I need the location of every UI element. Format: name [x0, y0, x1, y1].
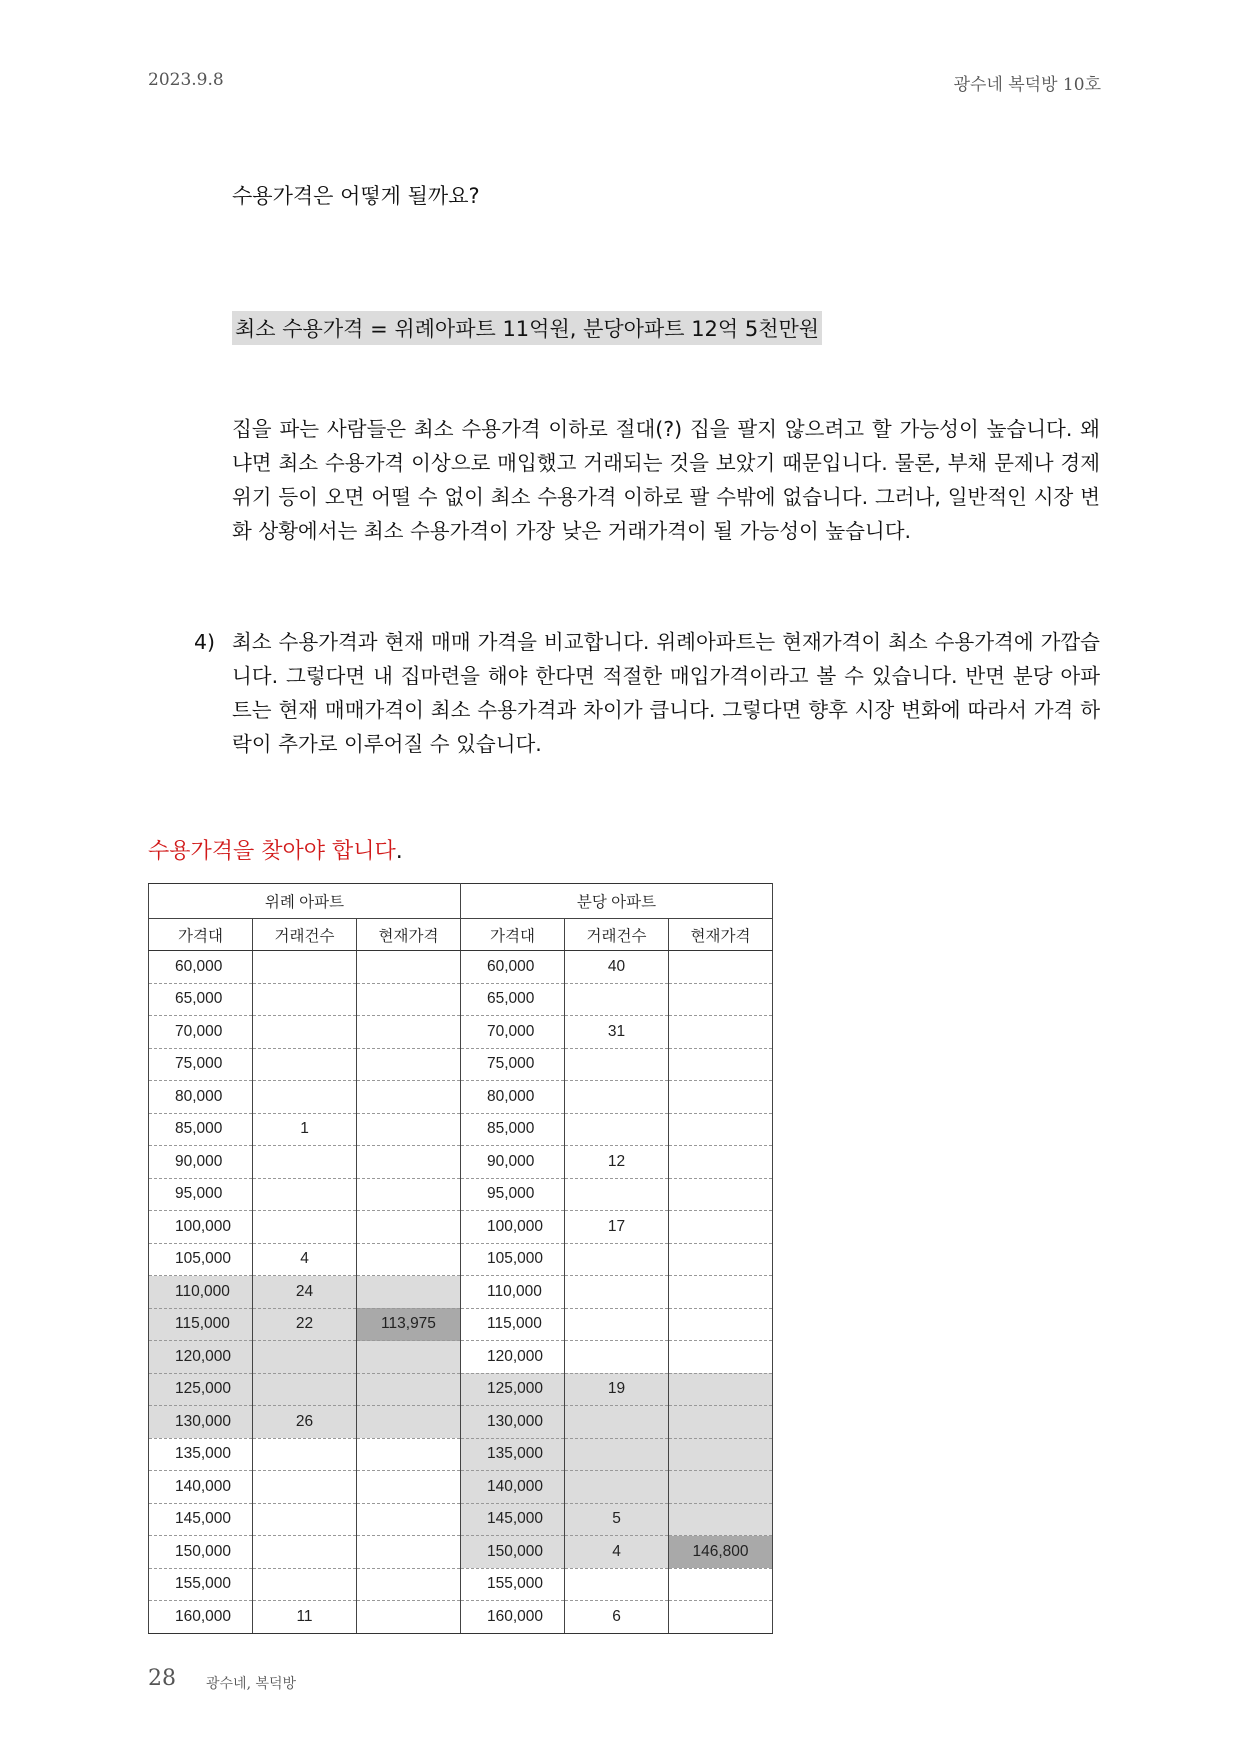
wirye-current-price-cell [357, 1601, 461, 1634]
bundang-price-range-cell: 85,000 [461, 1113, 565, 1146]
wirye-price-range-cell: 60,000 [149, 951, 253, 984]
bundang-trade-count-cell [565, 1438, 669, 1471]
bundang-current-price-cell [669, 1373, 773, 1406]
bundang-trade-count-cell [565, 1048, 669, 1081]
wirye-current-price-cell [357, 983, 461, 1016]
bundang-current-price-cell [669, 951, 773, 984]
wirye-price-range-cell: 125,000 [149, 1373, 253, 1406]
price-range-table [148, 883, 773, 1634]
bundang-current-price-cell [669, 1503, 773, 1536]
bundang-trade-count-cell: 31 [565, 1016, 669, 1049]
bundang-trade-count-cell: 6 [565, 1601, 669, 1634]
wirye-current-price-cell [357, 1406, 461, 1439]
bundang-price-range-cell: 65,000 [461, 983, 565, 1016]
bundang-price-range-cell: 125,000 [461, 1373, 565, 1406]
wirye-trade-count-cell [253, 1438, 357, 1471]
bundang-current-price-cell [669, 1276, 773, 1309]
wirye-price-range-cell: 150,000 [149, 1536, 253, 1569]
column-header: 가격대 [149, 919, 253, 951]
wirye-trade-count-cell [253, 951, 357, 984]
table-row [149, 1146, 773, 1179]
wirye-trade-count-cell [253, 1568, 357, 1601]
table-row [149, 1178, 773, 1211]
bundang-price-range-cell: 115,000 [461, 1308, 565, 1341]
wirye-trade-count-cell [253, 1211, 357, 1244]
wirye-trade-count-cell [253, 1081, 357, 1114]
bundang-current-price-cell [669, 1341, 773, 1374]
bundang-price-range-cell: 75,000 [461, 1048, 565, 1081]
group-header-wirye: 위례 아파트 [149, 884, 461, 919]
bundang-trade-count-cell: 5 [565, 1503, 669, 1536]
bundang-current-price-cell [669, 1308, 773, 1341]
wirye-trade-count-cell: 1 [253, 1113, 357, 1146]
wirye-trade-count-cell [253, 1341, 357, 1374]
wirye-current-price-cell [357, 1503, 461, 1536]
bundang-price-range-cell: 100,000 [461, 1211, 565, 1244]
wirye-price-range-cell: 70,000 [149, 1016, 253, 1049]
bundang-trade-count-cell [565, 1276, 669, 1309]
wirye-price-range-cell: 140,000 [149, 1471, 253, 1504]
wirye-current-price-cell [357, 1568, 461, 1601]
highlight-text: 최소 수용가격 = 위례아파트 11억원, 분당아파트 12억 5천만원 [232, 311, 822, 345]
table-row [149, 1471, 773, 1504]
bundang-price-range-cell: 60,000 [461, 951, 565, 984]
bundang-trade-count-cell: 4 [565, 1536, 669, 1569]
table-row [149, 1048, 773, 1081]
wirye-price-range-cell: 105,000 [149, 1243, 253, 1276]
table-row [149, 983, 773, 1016]
bundang-price-range-cell: 150,000 [461, 1536, 565, 1569]
bundang-current-price-cell [669, 1601, 773, 1634]
wirye-price-range-cell: 120,000 [149, 1341, 253, 1374]
bundang-current-price-cell: 146,800 [669, 1536, 773, 1569]
wirye-trade-count-cell [253, 1146, 357, 1179]
bundang-trade-count-cell [565, 1243, 669, 1276]
red-heading-tail: . [395, 839, 403, 864]
table-row [149, 1438, 773, 1471]
question-text: 수용가격은 어떻게 될까요? [232, 184, 480, 208]
table-row [149, 1308, 773, 1341]
bundang-trade-count-cell [565, 1113, 669, 1146]
footer-text: 광수네, 복덕방 [206, 1676, 297, 1692]
bundang-current-price-cell [669, 1081, 773, 1114]
bundang-price-range-cell: 90,000 [461, 1146, 565, 1179]
wirye-current-price-cell [357, 1178, 461, 1211]
table-body [149, 951, 773, 1634]
wirye-current-price-cell [357, 1243, 461, 1276]
bundang-current-price-cell [669, 1146, 773, 1179]
wirye-current-price-cell [357, 951, 461, 984]
wirye-current-price-cell [357, 1113, 461, 1146]
table-row [149, 1341, 773, 1374]
bundang-current-price-cell [669, 1471, 773, 1504]
bundang-price-range-cell: 135,000 [461, 1438, 565, 1471]
wirye-current-price-cell [357, 1438, 461, 1471]
table-row [149, 1373, 773, 1406]
bundang-trade-count-cell [565, 1471, 669, 1504]
bundang-price-range-cell: 140,000 [461, 1471, 565, 1504]
wirye-current-price-cell [357, 1211, 461, 1244]
bundang-current-price-cell [669, 1568, 773, 1601]
wirye-price-range-cell: 65,000 [149, 983, 253, 1016]
table-row [149, 1211, 773, 1244]
bundang-trade-count-cell [565, 983, 669, 1016]
wirye-current-price-cell [357, 1341, 461, 1374]
bundang-trade-count-cell [565, 1568, 669, 1601]
bundang-trade-count-cell: 17 [565, 1211, 669, 1244]
wirye-trade-count-cell [253, 1471, 357, 1504]
wirye-current-price-cell [357, 1146, 461, 1179]
wirye-price-range-cell: 160,000 [149, 1601, 253, 1634]
wirye-trade-count-cell: 24 [253, 1276, 357, 1309]
bundang-current-price-cell [669, 1048, 773, 1081]
bundang-current-price-cell [669, 983, 773, 1016]
wirye-price-range-cell: 80,000 [149, 1081, 253, 1114]
column-header: 거래건수 [253, 919, 357, 951]
bundang-price-range-cell: 155,000 [461, 1568, 565, 1601]
column-header: 가격대 [461, 919, 565, 951]
wirye-trade-count-cell [253, 1048, 357, 1081]
wirye-trade-count-cell [253, 1373, 357, 1406]
wirye-trade-count-cell: 26 [253, 1406, 357, 1439]
bundang-price-range-cell: 70,000 [461, 1016, 565, 1049]
bundang-price-range-cell: 120,000 [461, 1341, 565, 1374]
wirye-price-range-cell: 135,000 [149, 1438, 253, 1471]
bundang-current-price-cell [669, 1243, 773, 1276]
bundang-price-range-cell: 105,000 [461, 1243, 565, 1276]
wirye-current-price-cell [357, 1373, 461, 1406]
wirye-trade-count-cell [253, 1016, 357, 1049]
table-row [149, 951, 773, 984]
wirye-price-range-cell: 155,000 [149, 1568, 253, 1601]
bundang-price-range-cell: 130,000 [461, 1406, 565, 1439]
bundang-current-price-cell [669, 1211, 773, 1244]
wirye-price-range-cell: 100,000 [149, 1211, 253, 1244]
bundang-trade-count-cell [565, 1178, 669, 1211]
wirye-current-price-cell [357, 1048, 461, 1081]
table-row [149, 1113, 773, 1146]
bundang-current-price-cell [669, 1438, 773, 1471]
bundang-price-range-cell: 160,000 [461, 1601, 565, 1634]
wirye-price-range-cell: 115,000 [149, 1308, 253, 1341]
table-row [149, 1081, 773, 1114]
bundang-trade-count-cell [565, 1308, 669, 1341]
header-date: 2023.9.8 [148, 70, 224, 90]
wirye-current-price-cell [357, 1081, 461, 1114]
wirye-trade-count-cell [253, 983, 357, 1016]
bundang-trade-count-cell [565, 1406, 669, 1439]
wirye-current-price-cell [357, 1276, 461, 1309]
wirye-trade-count-cell: 4 [253, 1243, 357, 1276]
header-title: 광수네 복덕방 10호 [953, 75, 1101, 95]
table-row [149, 1536, 773, 1569]
bundang-price-range-cell: 110,000 [461, 1276, 565, 1309]
item-4-number: 4) [194, 630, 216, 654]
bundang-trade-count-cell: 19 [565, 1373, 669, 1406]
bundang-price-range-cell: 80,000 [461, 1081, 565, 1114]
table-row [149, 1243, 773, 1276]
wirye-trade-count-cell [253, 1503, 357, 1536]
bundang-current-price-cell [669, 1113, 773, 1146]
bundang-trade-count-cell [565, 1081, 669, 1114]
bundang-trade-count-cell: 40 [565, 951, 669, 984]
wirye-trade-count-cell [253, 1536, 357, 1569]
table-row [149, 1601, 773, 1634]
group-header-bundang: 분당 아파트 [461, 884, 773, 919]
table-row [149, 1406, 773, 1439]
column-header: 현재가격 [669, 919, 773, 951]
table-row [149, 1503, 773, 1536]
wirye-trade-count-cell: 11 [253, 1601, 357, 1634]
column-header: 거래건수 [565, 919, 669, 951]
red-heading-text: 수용가격을 찾아야 합니다 [148, 839, 396, 864]
bundang-price-range-cell: 145,000 [461, 1503, 565, 1536]
wirye-current-price-cell [357, 1016, 461, 1049]
wirye-price-range-cell: 130,000 [149, 1406, 253, 1439]
bundang-current-price-cell [669, 1178, 773, 1211]
bundang-trade-count-cell [565, 1341, 669, 1374]
bundang-trade-count-cell: 12 [565, 1146, 669, 1179]
item-4-text: 최소 수용가격과 현재 매매 가격을 비교합니다. 위례아파트는 현재가격이 최소 수용가격에 가깝습니다. 그렇다면 내 집마련을 해야 한다면 적절한 매입가격이라고 볼 수 있습니다. 반면 분당 아파트는 현재 매매가격이 최소 수용가격과 차이가 큽니다. 그렇다면 향후 시장 변화에 따라서 가격 하락이 추가로 이루어질 수 있습니다. [232, 630, 1100, 756]
table-row [149, 1016, 773, 1049]
wirye-price-range-cell: 95,000 [149, 1178, 253, 1211]
wirye-price-range-cell: 85,000 [149, 1113, 253, 1146]
wirye-current-price-cell: 113,975 [357, 1308, 461, 1341]
bundang-current-price-cell [669, 1016, 773, 1049]
page-number: 28 [148, 1666, 176, 1691]
wirye-trade-count-cell [253, 1178, 357, 1211]
bundang-price-range-cell: 95,000 [461, 1178, 565, 1211]
wirye-current-price-cell [357, 1536, 461, 1569]
wirye-price-range-cell: 110,000 [149, 1276, 253, 1309]
wirye-current-price-cell [357, 1471, 461, 1504]
table-row [149, 1568, 773, 1601]
wirye-price-range-cell: 145,000 [149, 1503, 253, 1536]
bundang-current-price-cell [669, 1406, 773, 1439]
wirye-price-range-cell: 75,000 [149, 1048, 253, 1081]
paragraph-1: 집을 파는 사람들은 최소 수용가격 이하로 절대(?) 집을 팔지 않으려고 할 가능성이 높습니다. 왜냐면 최소 수용가격 이상으로 매입했고 거래되는 것을 보았기 때문입니다. 물론, 부채 문제나 경제 위기 등이 오면 어떨 수 없이 최소 수용가격 이하로 팔 수밖에 없습니다. 그러나, 일반적인 시장 변화 상황에서는 최소 수용가격이 가장 낮은 거래가격이 될 가능성이 높습니다. [232, 417, 1100, 543]
table-row [149, 1276, 773, 1309]
wirye-trade-count-cell: 22 [253, 1308, 357, 1341]
red-heading [148, 834, 403, 865]
column-header: 현재가격 [357, 919, 461, 951]
wirye-price-range-cell: 90,000 [149, 1146, 253, 1179]
